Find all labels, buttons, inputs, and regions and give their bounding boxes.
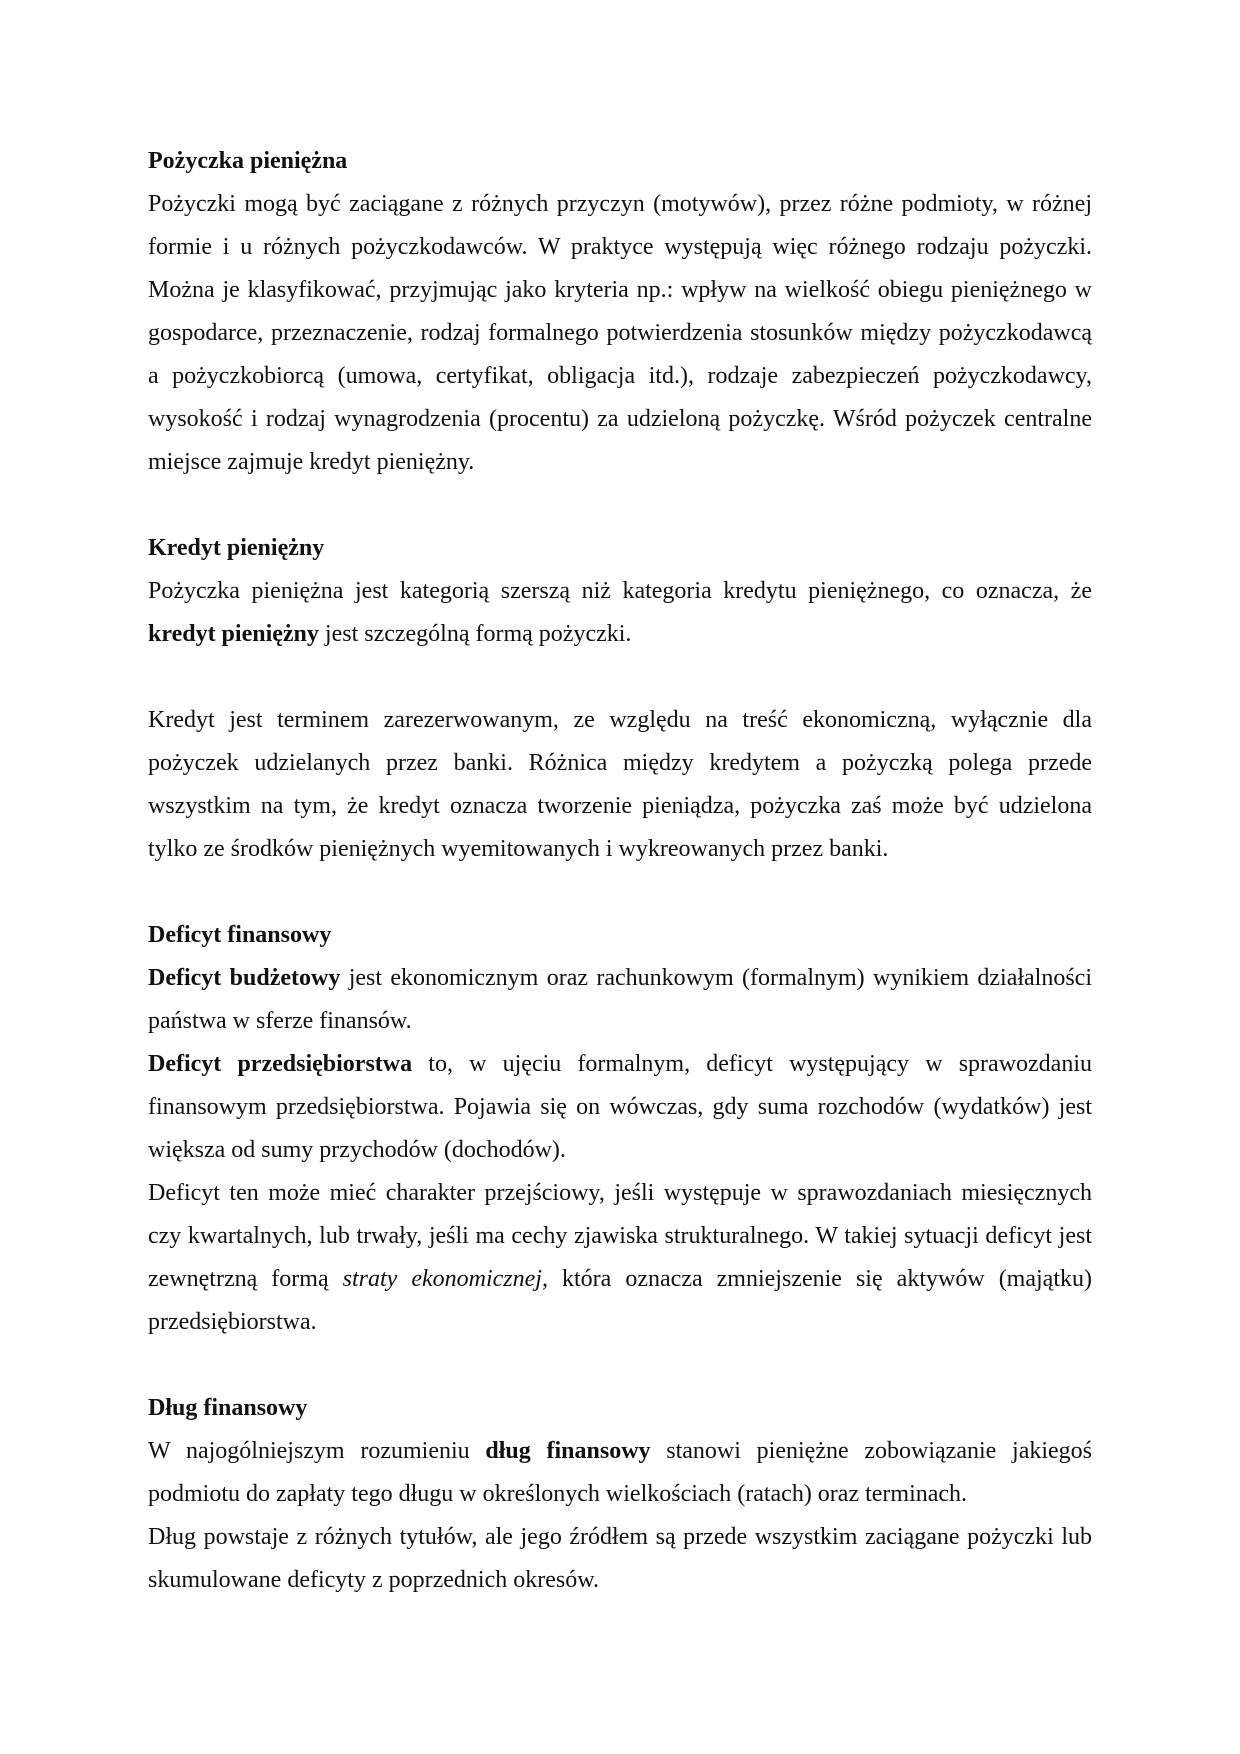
section-pozyczka-pieniezna [148,140,1092,484]
paragraph [148,1043,1092,1172]
paragraph [148,570,1092,656]
text-run: Deficyt ten może mieć charakter przejściowy, jeśli występuje w sprawozdaniach miesięcznych czy kwartalnych, lub trwały, jeśli ma cechy zjawiska strukturalnego. W takiej sytuacji deficyt jest zewnętrzną formą [148,1180,1092,1292]
blank-line [148,656,1092,699]
text-run: Pożyczka pieniężna jest kategorią szerszą niż kategoria kredytu pieniężnego, co oznacza, że [148,578,1092,604]
text-run: która oznacza zmniejszenie się aktywów (majątku) przedsiębiorstwa. [148,1266,1092,1335]
section-deficyt-finansowy [148,914,1092,1344]
text-run: to, w ujęciu formalnym, deficyt występujący w sprawozdaniu finansowym przedsiębiorstwa. Pojawia się on wówczas, gdy suma rozchodów (wydatków) jest większa od sumy przychodów (dochodów). [148,1051,1092,1163]
italic-term: straty ekonomicznej, [342,1266,548,1292]
section-heading: Deficyt finansowy [148,922,332,948]
bold-term: Deficyt przedsiębiorstwa [148,1051,413,1077]
section-heading: Pożyczka pieniężna [148,148,348,174]
section-heading: Kredyt pieniężny [148,535,325,561]
document-page [148,140,1092,1645]
section-dlug-finansowy [148,1387,1092,1602]
text-run: jest ekonomicznym oraz rachunkowym (formalnym) wynikiem działalności państwa w sferze finansów. [148,965,1092,1034]
bold-term: kredyt pieniężny [148,621,319,647]
section-heading: Dług finansowy [148,1395,308,1421]
paragraph [148,957,1092,1043]
text-run: jest szczególną formą pożyczki. [318,621,632,647]
text-run: stanowi pieniężne zobowiązanie jakiegoś podmiotu do zapłaty tego długu w określonych wielkościach (ratach) oraz terminach. [148,1438,1093,1507]
text-run: W najogólniejszym rozumieniu [148,1438,486,1464]
paragraph: Pożyczki mogą być zaciągane z różnych przyczyn (motywów), przez różne podmioty, w różnej formie i u różnych pożyczkodawców. W praktyce występują więc różnego rodzaju pożyczki. Można je klasyfikować, przyjmując jako kryteria np.: wpływ na wielkość obiegu pieniężnego w gospodarce, przeznaczenie, rodzaj formalnego potwierdzenia stosunków między pożyczkodawcą a pożyczkobiorcą (umowa, certyfikat, obligacja itd.), rodzaje zabezpieczeń pożyczkodawcy, wysokość i rodzaj wynagrodzenia (procentu) za udzieloną pożyczkę. Wśród pożyczek centralne miejsce zajmuje kredyt pieniężny. [148,191,1092,475]
paragraph [148,1430,1092,1516]
paragraph [148,1172,1092,1344]
bold-term: Deficyt budżetowy [148,965,341,991]
paragraph: Kredyt jest terminem zarezerwowanym, ze względu na treść ekonomiczną, wyłącznie dla pożyczek udzielanych przez banki. Różnica między kredytem a pożyczką polega przede wszystkim na tym, że kredyt oznacza tworzenie pieniądza, pożyczka zaś może być udzielona tylko ze środków pieniężnych wyemitowanych i wykreowanych przez banki. [148,707,1092,862]
bold-term: dług finansowy [485,1438,651,1464]
paragraph: Dług powstaje z różnych tytułów, ale jego źródłem są przede wszystkim zaciągane pożyczki lub skumulowane deficyty z poprzednich okresów. [148,1524,1092,1593]
section-kredyt-pieniezny [148,527,1092,871]
